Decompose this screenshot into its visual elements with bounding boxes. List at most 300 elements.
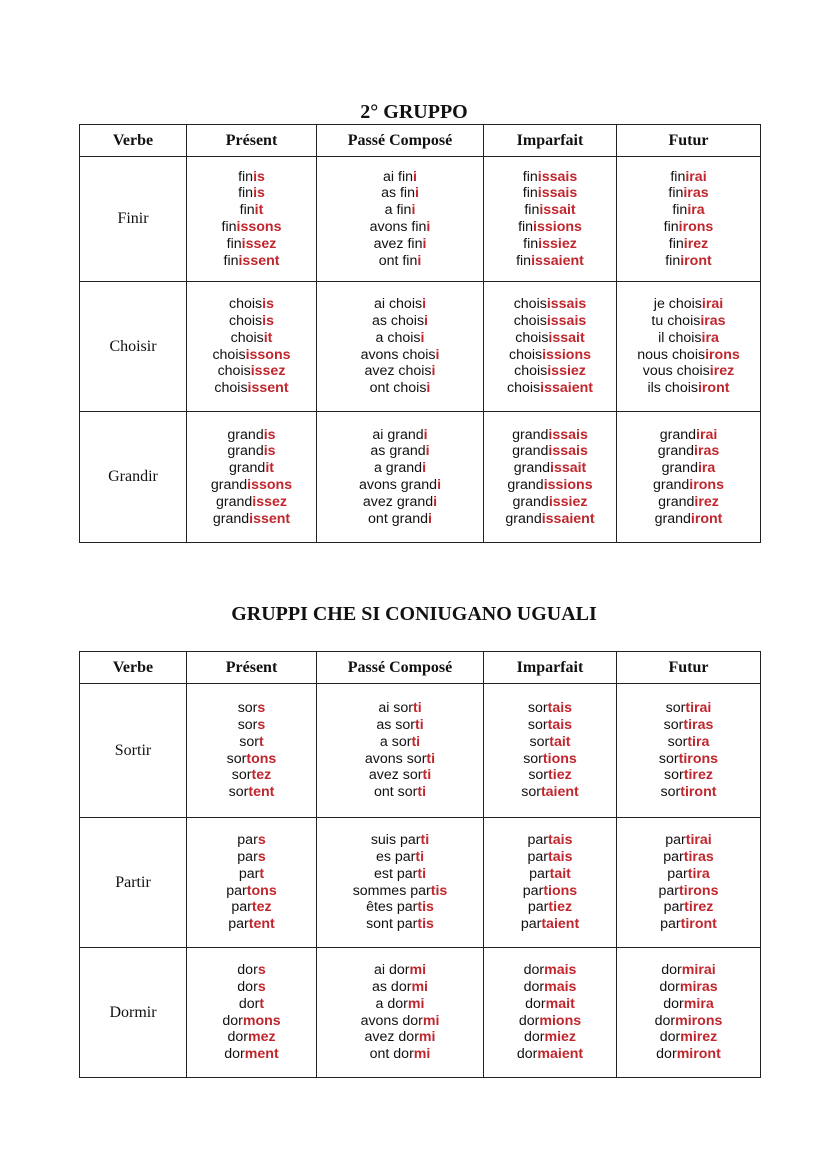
conjugated-form bbox=[484, 363, 616, 380]
form-ending: issons bbox=[236, 219, 282, 235]
conjugated-form bbox=[317, 363, 483, 380]
form-ending: tiront bbox=[680, 784, 717, 801]
form-ending: mira bbox=[683, 995, 714, 1012]
verb-name: Dormir bbox=[80, 948, 187, 1078]
form-ending: tions bbox=[542, 750, 577, 767]
form-stem: grand bbox=[512, 443, 549, 460]
form-stem: chois bbox=[513, 296, 547, 313]
form-ending: s bbox=[257, 716, 266, 733]
form-stem: dor bbox=[227, 1029, 248, 1046]
form-stem: chois bbox=[214, 380, 248, 397]
form-stem: par bbox=[667, 865, 688, 882]
conjugated-form bbox=[484, 717, 616, 734]
form-ending: ti bbox=[420, 832, 430, 849]
conjugated-form bbox=[484, 916, 616, 933]
conjugated-form bbox=[187, 767, 316, 784]
conjugated-form bbox=[317, 296, 483, 313]
conjugated-form bbox=[317, 962, 483, 979]
form-ending: irons bbox=[678, 219, 714, 235]
conjugated-form bbox=[617, 427, 760, 444]
form-stem: avons sor bbox=[364, 750, 427, 767]
form-ending: mirez bbox=[680, 1029, 718, 1046]
header-row bbox=[80, 125, 761, 157]
conjugated-form bbox=[484, 899, 616, 916]
form-stem: par bbox=[665, 832, 686, 849]
conjugated-form bbox=[187, 330, 316, 347]
conjugation-table-same-groups bbox=[79, 651, 761, 1078]
form-stem: sor bbox=[663, 716, 684, 733]
conjugated-form bbox=[617, 313, 760, 330]
form-ending: tait bbox=[549, 865, 571, 882]
conjugated-form bbox=[187, 477, 316, 494]
conjugated-form bbox=[187, 511, 316, 528]
form-stem: grand bbox=[507, 477, 544, 493]
conjugated-form bbox=[187, 883, 316, 900]
verb-name: Choisir bbox=[80, 282, 187, 412]
conjugated-form bbox=[317, 832, 483, 849]
form-ending: tirez bbox=[684, 899, 714, 916]
form-stem: dor bbox=[518, 1012, 540, 1029]
form-stem: je chois bbox=[653, 296, 702, 313]
conjugated-form bbox=[484, 849, 616, 866]
cell-futur bbox=[617, 157, 761, 282]
column-header-present: Présent bbox=[187, 652, 317, 684]
column-header-imparfait: Imparfait bbox=[484, 652, 617, 684]
form-stem: grand bbox=[512, 493, 549, 510]
conjugated-form bbox=[484, 979, 616, 996]
column-header-passe-compose: Passé Composé bbox=[317, 125, 484, 157]
conjugated-form bbox=[484, 700, 616, 717]
conjugated-form bbox=[317, 1046, 483, 1063]
form-ending: tent bbox=[248, 784, 275, 801]
form-stem: sor bbox=[529, 733, 550, 750]
form-ending: iront bbox=[697, 380, 730, 397]
form-stem: sor bbox=[226, 750, 247, 767]
form-ending: issent bbox=[247, 380, 289, 397]
form-ending: i bbox=[437, 477, 442, 493]
conjugated-form bbox=[617, 236, 760, 253]
conjugated-form bbox=[617, 477, 760, 494]
form-stem: par bbox=[237, 832, 258, 849]
form-ending: i bbox=[428, 510, 432, 527]
form-stem: dor bbox=[237, 978, 258, 995]
form-stem: chois bbox=[217, 363, 251, 380]
cell-futur bbox=[617, 282, 761, 412]
form-stem: chois bbox=[229, 312, 263, 329]
verb-row bbox=[80, 282, 761, 412]
cell-present bbox=[187, 948, 317, 1078]
conjugated-form bbox=[484, 443, 616, 460]
conjugation-table-2nd-group bbox=[79, 124, 761, 543]
form-stem: par bbox=[527, 899, 549, 916]
conjugated-form bbox=[484, 784, 616, 801]
form-ending: tons bbox=[246, 750, 277, 767]
form-stem: fin bbox=[522, 185, 538, 202]
form-stem: dor bbox=[224, 1046, 245, 1063]
form-stem: sor bbox=[228, 784, 249, 801]
form-stem: fin bbox=[221, 219, 237, 235]
form-stem: il chois bbox=[658, 329, 702, 346]
conjugated-form bbox=[187, 979, 316, 996]
form-ending: ti bbox=[417, 784, 427, 801]
form-ending: miez bbox=[544, 1029, 577, 1046]
conjugated-form bbox=[484, 734, 616, 751]
form-stem: dor bbox=[661, 962, 682, 979]
conjugated-form bbox=[187, 494, 316, 511]
form-stem: par bbox=[660, 916, 681, 933]
form-ending: iras bbox=[700, 312, 726, 329]
form-stem: sor bbox=[527, 700, 548, 717]
form-stem: par bbox=[658, 882, 680, 899]
form-stem: avons fin bbox=[369, 219, 427, 235]
form-stem: ont fin bbox=[378, 252, 418, 269]
form-stem: dor bbox=[659, 978, 680, 995]
conjugated-form bbox=[317, 253, 483, 270]
conjugated-form bbox=[187, 866, 316, 883]
form-stem: avez chois bbox=[364, 363, 432, 380]
form-ending: tiras bbox=[683, 716, 714, 733]
column-header-futur: Futur bbox=[617, 652, 761, 684]
form-ending: mons bbox=[242, 1012, 281, 1029]
verb-name: Grandir bbox=[80, 412, 187, 543]
form-stem: grand bbox=[227, 426, 264, 443]
form-ending: ira bbox=[687, 202, 705, 219]
form-stem: par bbox=[231, 899, 252, 916]
form-stem: par bbox=[520, 916, 542, 933]
form-ending: i bbox=[417, 252, 422, 269]
conjugated-form bbox=[484, 427, 616, 444]
conjugated-form bbox=[484, 330, 616, 347]
form-stem: fin bbox=[238, 168, 254, 185]
conjugated-form bbox=[187, 832, 316, 849]
conjugated-form bbox=[617, 717, 760, 734]
conjugated-form bbox=[484, 494, 616, 511]
conjugated-form bbox=[187, 962, 316, 979]
form-stem: chois bbox=[229, 296, 263, 313]
form-ending: tiez bbox=[548, 767, 572, 784]
conjugated-form bbox=[617, 511, 760, 528]
conjugated-form bbox=[317, 185, 483, 202]
form-stem: fin bbox=[668, 185, 684, 202]
form-stem: a dor bbox=[375, 995, 408, 1012]
form-stem: dor bbox=[525, 995, 546, 1012]
conjugated-form bbox=[187, 751, 316, 768]
form-stem: ai sor bbox=[378, 700, 414, 717]
form-ending: ti bbox=[415, 848, 425, 865]
form-ending: issent bbox=[249, 510, 291, 527]
verb-name: Finir bbox=[80, 157, 187, 282]
form-stem: chois bbox=[515, 329, 549, 346]
form-stem: dor bbox=[659, 1029, 681, 1046]
form-stem: a fin bbox=[384, 202, 412, 219]
form-stem: êtes par bbox=[366, 899, 418, 916]
cell-passe-compose bbox=[317, 684, 484, 818]
form-stem: fin bbox=[516, 252, 532, 269]
cell-passe-compose bbox=[317, 948, 484, 1078]
form-ending: irai bbox=[685, 168, 707, 185]
form-ending: s bbox=[257, 962, 266, 979]
conjugated-form bbox=[617, 380, 760, 397]
conjugated-form bbox=[617, 185, 760, 202]
form-ending: issiez bbox=[547, 363, 586, 380]
form-ending: i bbox=[420, 329, 425, 346]
conjugated-form bbox=[317, 427, 483, 444]
form-ending: s bbox=[257, 848, 266, 865]
form-ending: tira bbox=[687, 865, 710, 882]
form-ending: taient bbox=[540, 784, 579, 801]
conjugated-form bbox=[484, 202, 616, 219]
conjugated-form bbox=[187, 219, 316, 236]
conjugated-form bbox=[617, 767, 760, 784]
cell-present bbox=[187, 282, 317, 412]
conjugated-form bbox=[317, 899, 483, 916]
conjugated-form bbox=[187, 313, 316, 330]
column-header-imparfait: Imparfait bbox=[484, 125, 617, 157]
form-ending: irons bbox=[705, 346, 740, 363]
form-ending: issait bbox=[550, 460, 587, 477]
conjugated-form bbox=[187, 380, 316, 397]
conjugated-form bbox=[317, 700, 483, 717]
form-ending: ment bbox=[244, 1046, 279, 1063]
conjugated-form bbox=[317, 477, 483, 494]
form-ending: issiez bbox=[548, 493, 588, 510]
form-stem: chois bbox=[230, 329, 264, 346]
form-stem: grand bbox=[658, 493, 695, 510]
form-ending: issait bbox=[548, 329, 585, 346]
form-stem: chois bbox=[514, 363, 548, 380]
form-stem: par bbox=[237, 848, 258, 865]
form-stem: as grand bbox=[370, 443, 426, 460]
form-stem: grand bbox=[661, 460, 698, 477]
conjugated-form bbox=[317, 751, 483, 768]
conjugated-form bbox=[484, 380, 616, 397]
conjugated-form bbox=[187, 427, 316, 444]
conjugated-form bbox=[187, 202, 316, 219]
form-stem: sommes par bbox=[352, 882, 431, 899]
form-ending: tirai bbox=[685, 832, 712, 849]
form-ending: issait bbox=[539, 202, 576, 219]
verb-row bbox=[80, 948, 761, 1078]
conjugated-form bbox=[484, 185, 616, 202]
form-stem: grand bbox=[659, 426, 696, 443]
conjugated-form bbox=[484, 236, 616, 253]
conjugated-form bbox=[617, 916, 760, 933]
form-stem: sor bbox=[231, 767, 252, 784]
form-ending: mi bbox=[413, 1046, 431, 1063]
conjugated-form bbox=[484, 1029, 616, 1046]
form-ending: t bbox=[259, 865, 265, 882]
conjugated-form bbox=[617, 883, 760, 900]
column-header-passe-compose: Passé Composé bbox=[317, 652, 484, 684]
form-ending: tirez bbox=[683, 767, 713, 784]
form-ending: is bbox=[253, 168, 265, 185]
form-stem: fin bbox=[663, 219, 679, 235]
cell-present bbox=[187, 684, 317, 818]
conjugated-form bbox=[484, 347, 616, 364]
cell-imparfait bbox=[484, 282, 617, 412]
form-stem: vous chois bbox=[642, 363, 710, 380]
conjugated-form bbox=[317, 460, 483, 477]
form-stem: dor bbox=[523, 978, 545, 995]
form-stem: ai grand bbox=[372, 426, 424, 443]
conjugated-form bbox=[187, 296, 316, 313]
form-stem: as fin bbox=[381, 185, 415, 202]
form-stem: fin bbox=[672, 202, 688, 219]
form-ending: issaient bbox=[531, 252, 584, 269]
conjugated-form bbox=[317, 717, 483, 734]
form-ending: mi bbox=[407, 995, 425, 1012]
form-ending: t bbox=[258, 733, 264, 750]
form-ending: tait bbox=[549, 733, 571, 750]
conjugated-form bbox=[484, 1046, 616, 1063]
form-ending: i bbox=[435, 346, 440, 363]
form-ending: i bbox=[422, 460, 427, 477]
form-ending: ti bbox=[417, 865, 427, 882]
form-stem: grand bbox=[657, 443, 695, 460]
conjugated-form bbox=[317, 330, 483, 347]
form-ending: ira bbox=[701, 329, 719, 346]
form-ending: miras bbox=[679, 978, 718, 995]
form-stem: ont dor bbox=[369, 1046, 414, 1063]
form-stem: grand bbox=[212, 510, 250, 527]
form-stem: as sor bbox=[376, 716, 415, 733]
form-ending: tirons bbox=[678, 750, 719, 767]
form-stem: par bbox=[522, 882, 544, 899]
form-ending: tais bbox=[547, 716, 573, 733]
form-stem: a sor bbox=[379, 733, 412, 750]
conjugated-form bbox=[317, 236, 483, 253]
column-header-futur: Futur bbox=[617, 125, 761, 157]
conjugated-form bbox=[317, 1013, 483, 1030]
form-stem: fin bbox=[668, 235, 684, 252]
conjugated-form bbox=[317, 866, 483, 883]
form-stem: ont chois bbox=[369, 380, 427, 397]
conjugated-form bbox=[187, 460, 316, 477]
form-stem: avez dor bbox=[364, 1029, 419, 1046]
conjugated-form bbox=[617, 443, 760, 460]
conjugated-form bbox=[317, 202, 483, 219]
form-stem: sor bbox=[665, 700, 686, 717]
form-ending: t bbox=[259, 995, 265, 1012]
form-ending: issais bbox=[548, 426, 588, 443]
conjugated-form bbox=[187, 1029, 316, 1046]
form-ending: irons bbox=[689, 477, 724, 493]
conjugated-form bbox=[617, 253, 760, 270]
form-stem: as dor bbox=[372, 978, 412, 995]
conjugated-form bbox=[317, 767, 483, 784]
form-stem: sor bbox=[239, 733, 259, 750]
conjugated-form bbox=[317, 849, 483, 866]
form-ending: issons bbox=[247, 477, 293, 493]
form-stem: sor bbox=[523, 750, 543, 767]
verb-row bbox=[80, 157, 761, 282]
form-stem: par bbox=[527, 848, 549, 865]
form-ending: issons bbox=[245, 346, 291, 363]
conjugated-form bbox=[317, 1029, 483, 1046]
form-ending: ti bbox=[411, 733, 421, 750]
verb-name: Sortir bbox=[80, 684, 187, 818]
form-ending: i bbox=[423, 426, 428, 443]
form-stem: fin bbox=[524, 202, 540, 219]
conjugated-form bbox=[187, 996, 316, 1013]
cell-imparfait bbox=[484, 412, 617, 543]
form-ending: is bbox=[263, 443, 276, 460]
form-ending: issez bbox=[241, 235, 277, 252]
conjugated-form bbox=[317, 380, 483, 397]
conjugated-form bbox=[187, 899, 316, 916]
form-stem: dor bbox=[663, 995, 684, 1012]
form-ending: issiez bbox=[538, 235, 577, 252]
form-ending: i bbox=[422, 296, 427, 313]
form-ending: is bbox=[263, 426, 276, 443]
form-stem: chois bbox=[507, 380, 541, 397]
form-stem: avons dor bbox=[360, 1012, 423, 1029]
conjugated-form bbox=[617, 996, 760, 1013]
conjugated-form bbox=[617, 219, 760, 236]
form-stem: fin bbox=[239, 202, 255, 219]
verb-row bbox=[80, 412, 761, 543]
conjugated-form bbox=[317, 883, 483, 900]
form-stem: grand bbox=[210, 477, 248, 493]
form-ending: tirons bbox=[679, 882, 719, 899]
form-ending: iras bbox=[694, 443, 720, 460]
conjugated-form bbox=[317, 169, 483, 186]
conjugated-form bbox=[617, 962, 760, 979]
form-stem: fin bbox=[223, 252, 239, 269]
conjugated-form bbox=[617, 296, 760, 313]
conjugated-form bbox=[187, 253, 316, 270]
form-ending: issais bbox=[537, 168, 578, 185]
form-stem: a chois bbox=[375, 329, 421, 346]
cell-futur bbox=[617, 948, 761, 1078]
form-ending: issais bbox=[546, 312, 587, 329]
form-stem: dor bbox=[238, 995, 260, 1012]
conjugated-form bbox=[187, 363, 316, 380]
form-ending: i bbox=[425, 443, 430, 460]
form-stem: avons grand bbox=[358, 477, 438, 493]
conjugated-form bbox=[484, 296, 616, 313]
form-ending: issais bbox=[548, 443, 588, 460]
form-ending: tis bbox=[417, 899, 434, 916]
conjugated-form bbox=[187, 916, 316, 933]
form-ending: issent bbox=[238, 252, 280, 269]
form-ending: irez bbox=[709, 363, 735, 380]
form-ending: mirai bbox=[681, 962, 716, 979]
form-ending: irez bbox=[683, 235, 709, 252]
conjugated-form bbox=[187, 784, 316, 801]
conjugated-form bbox=[484, 832, 616, 849]
form-stem: ils chois bbox=[647, 380, 698, 397]
conjugated-form bbox=[617, 202, 760, 219]
form-ending: mi bbox=[422, 1012, 440, 1029]
form-stem: sor bbox=[528, 767, 549, 784]
form-stem: fin bbox=[522, 168, 538, 185]
conjugated-form bbox=[617, 347, 760, 364]
form-stem: sor bbox=[527, 716, 548, 733]
form-stem: sor bbox=[667, 733, 688, 750]
form-ending: issions bbox=[533, 219, 582, 235]
conjugated-form bbox=[484, 477, 616, 494]
form-ending: it bbox=[254, 202, 264, 219]
form-ending: iront bbox=[690, 510, 723, 527]
form-stem: sor bbox=[237, 700, 258, 717]
form-ending: issaient bbox=[541, 510, 595, 527]
conjugated-form bbox=[484, 313, 616, 330]
conjugated-form bbox=[617, 979, 760, 996]
form-stem: par bbox=[529, 865, 550, 882]
header-row bbox=[80, 652, 761, 684]
cell-imparfait bbox=[484, 818, 617, 948]
